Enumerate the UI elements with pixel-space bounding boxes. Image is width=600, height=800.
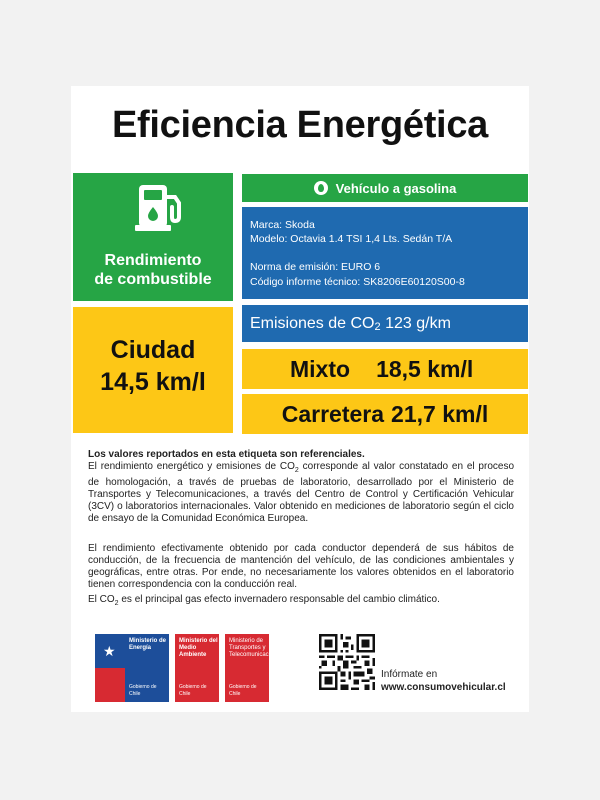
mixto-box: [242, 349, 528, 389]
logo-ministerio-medio-ambiente: [175, 634, 219, 702]
vehicle-brand: Marca: Skoda: [250, 219, 315, 231]
fuel-efficiency-label: [73, 251, 233, 289]
government-logos: [95, 634, 284, 702]
vehicle-info-box: [242, 207, 528, 299]
logo-transportes-gob: Gobierno de Chile: [229, 684, 257, 697]
logo-energia-gob: Gobierno de Chile: [129, 684, 157, 697]
co2-emissions-text: [250, 315, 451, 333]
carretera-value: 21,7 km/l: [391, 400, 489, 427]
chile-flag-logo: [95, 634, 125, 702]
carretera-box: [242, 394, 528, 434]
city-value: 14,5 km/l: [100, 368, 206, 396]
co2-value: 123 g/km: [385, 314, 451, 332]
vehicle-model: Modelo: Octavia 1.4 TSI 1,4 Lts. Sedán T/A: [250, 233, 453, 245]
p3-b: es el principal gas efecto invernadero responsable del cambio climático.: [118, 594, 440, 605]
drop-icon: [314, 181, 328, 195]
fuel-pump-icon: [133, 181, 189, 235]
logo-ministerio-energia: [125, 634, 169, 702]
co2-subscript: 2: [374, 320, 381, 333]
logo-ministerio-transportes: [225, 634, 284, 702]
co2-prefix: Emisiones de CO: [250, 314, 375, 332]
p1-sub: 2: [294, 467, 299, 474]
city-label: Ciudad: [110, 336, 196, 364]
mixto-label: Mixto: [290, 355, 351, 382]
disclaimer-paragraph-2: El rendimiento efectivamente obtenido por cada conductor dependerá de sus hábitos de conducción, de la frecuencia de mantención del vehículo, de las condiciones ambientales y geográficas, entre otras. Por ende, no necesariamente los valores obtenidos en el laboratorio tienen correspondencia con la conducción real.: [88, 543, 514, 590]
info-link-block: [381, 668, 506, 694]
fuel-type-label: Vehículo a gasolina: [335, 180, 457, 196]
p3-a: El CO: [88, 594, 115, 605]
p1-a: El rendimiento energético y emisiones de CO: [88, 461, 295, 472]
qr-code-icon: [319, 634, 375, 690]
emission-standard: Norma de emisión: EURO 6: [250, 261, 381, 273]
logo-medio-ambiente-gob: Gobierno de Chile: [179, 684, 207, 697]
logo-medio-ambiente-text: Ministerio del Medio Ambiente: [179, 638, 218, 658]
logo-transportes-text: Ministerio de Transportes y Telecomunicaciones: [229, 638, 284, 658]
co2-emissions-box: [242, 305, 528, 342]
fuel-efficiency-line2: de combustible: [94, 271, 212, 288]
fuel-efficiency-panel: [73, 173, 233, 301]
mixto-value: 18,5 km/l: [376, 355, 474, 382]
label-title: Eficiencia Energética: [112, 104, 488, 146]
efficiency-label: [71, 86, 529, 712]
informate-text: Infórmate en: [381, 669, 438, 680]
p3-sub: 2: [114, 600, 119, 607]
disclaimer-text: [88, 449, 514, 525]
disclaimer-heading: Los valores reportados en esta etiqueta son referenciales.: [88, 449, 365, 460]
city-panel: [73, 307, 233, 433]
disclaimer-paragraph-3: [88, 594, 514, 610]
disclaimer-text-2: [88, 543, 514, 610]
star-icon: ★: [103, 643, 116, 659]
city-text: [73, 334, 233, 398]
disclaimer-paragraph-1: [88, 461, 514, 525]
carretera-label: Carretera: [281, 400, 385, 427]
fuel-type-bar: [242, 174, 528, 202]
logo-energia-text: Ministerio de Energía: [129, 638, 167, 651]
technical-report-code: Código informe técnico: SK8206E60120S00-8: [250, 276, 465, 288]
website-link[interactable]: www.consumovehicular.cl: [381, 682, 506, 693]
p1-b: corresponde al valor constatado en el proceso de homologación, a través de pruebas de laboratorio, desarrollado por el Ministerio de Transportes y Telecomunicaciones, a través del Centro de Control y Certificación Vehicular (3CV) o laboratorios internacionales. Valor obtenido en mediciones de laboratorio según el ciclo de ensayo de la Comunidad Económica Europea.: [88, 461, 515, 524]
fuel-efficiency-line1: Rendimiento: [104, 252, 202, 269]
